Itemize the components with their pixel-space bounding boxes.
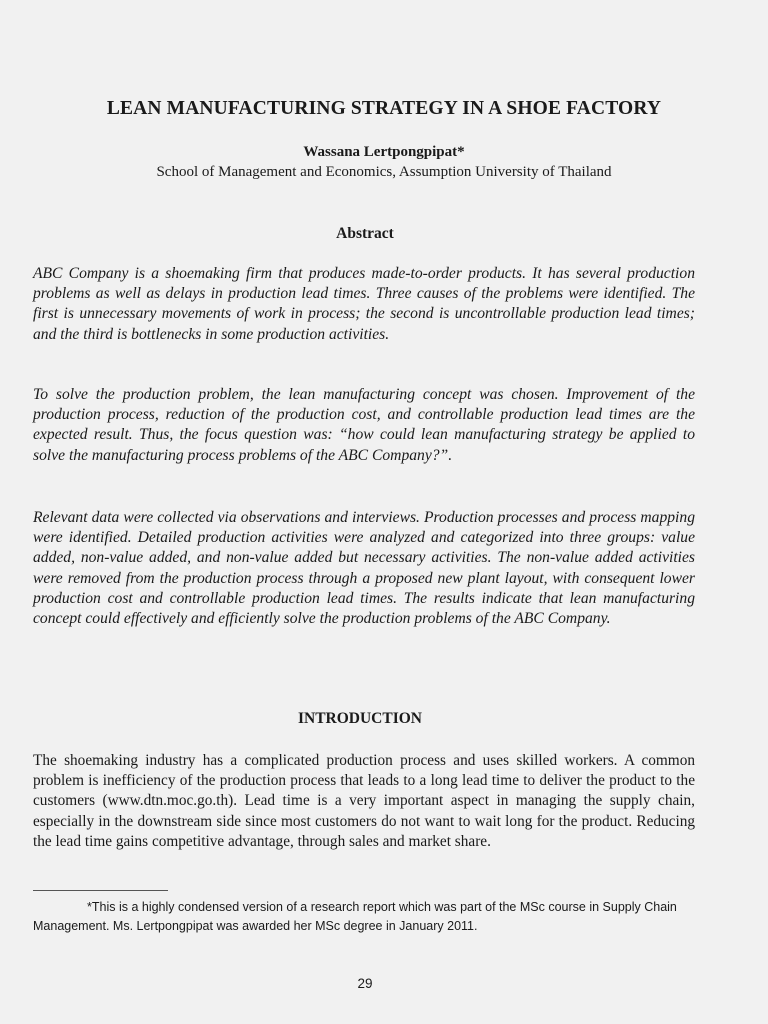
abstract-paragraph-3: Relevant data were collected via observations and interviews. Production processes and process mapping were identified. Detailed production activities were analyzed and categorized into three groups: value added, non-value added, and non-value added but necessary activities. The non-value added activities were removed from the production process through a proposed new plant layout, with consequent lower production cost and controllable production lead times. The results indicate that lean manufacturing concept could effectively and efficiently solve the production problems of the ABC Company. (33, 509, 695, 628)
page-number: 29 (357, 976, 373, 991)
abstract-paragraph-1: ABC Company is a shoemaking firm that produces made-to-order products. It has several production problems as well as delays in production lead times. Three causes of the problems were identified. The first is unnecessary movements of work in process; the second is uncontrollable production lead times; and the third is bottlenecks in some production activities. (33, 265, 695, 343)
abstract-paragraph-2: To solve the production problem, the lean manufacturing concept was chosen. Improvement of the production process, reduction of the production cost, and controllable production lead times are the expected result. Thus, the focus question was: “how could lean manufacturing strategy be applied to solve the manufacturing process problems of the ABC Company?”. (33, 386, 695, 464)
abstract-heading: Abstract (336, 225, 394, 242)
footnote: *This is a highly condensed version of a research report which was part of the MSc course in Supply Chain Management. Ms. Lertpongpipat was awarded her MSc degree in January 2011. (33, 900, 677, 933)
author-affiliation: School of Management and Economics, Assumption University of Thailand (156, 164, 612, 180)
paper-title: LEAN MANUFACTURING STRATEGY IN A SHOE FACTORY (106, 98, 662, 119)
introduction-heading: INTRODUCTION (297, 710, 422, 727)
author-name: Wassana Lertpongpipat* (303, 144, 465, 160)
footnote-rule (33, 890, 168, 891)
introduction-paragraph: The shoemaking industry has a complicated production process and uses skilled workers. A common problem is inefficiency of the production process that leads to a long lead time to deliver the product to the customers (www.dtn.moc.go.th). Lead time is a very important aspect in managing the supply chain, especially in the downstream side since most customers do not want to wait long for the product. Reducing the lead time gains competitive advantage, through sales and market share. (33, 752, 695, 850)
